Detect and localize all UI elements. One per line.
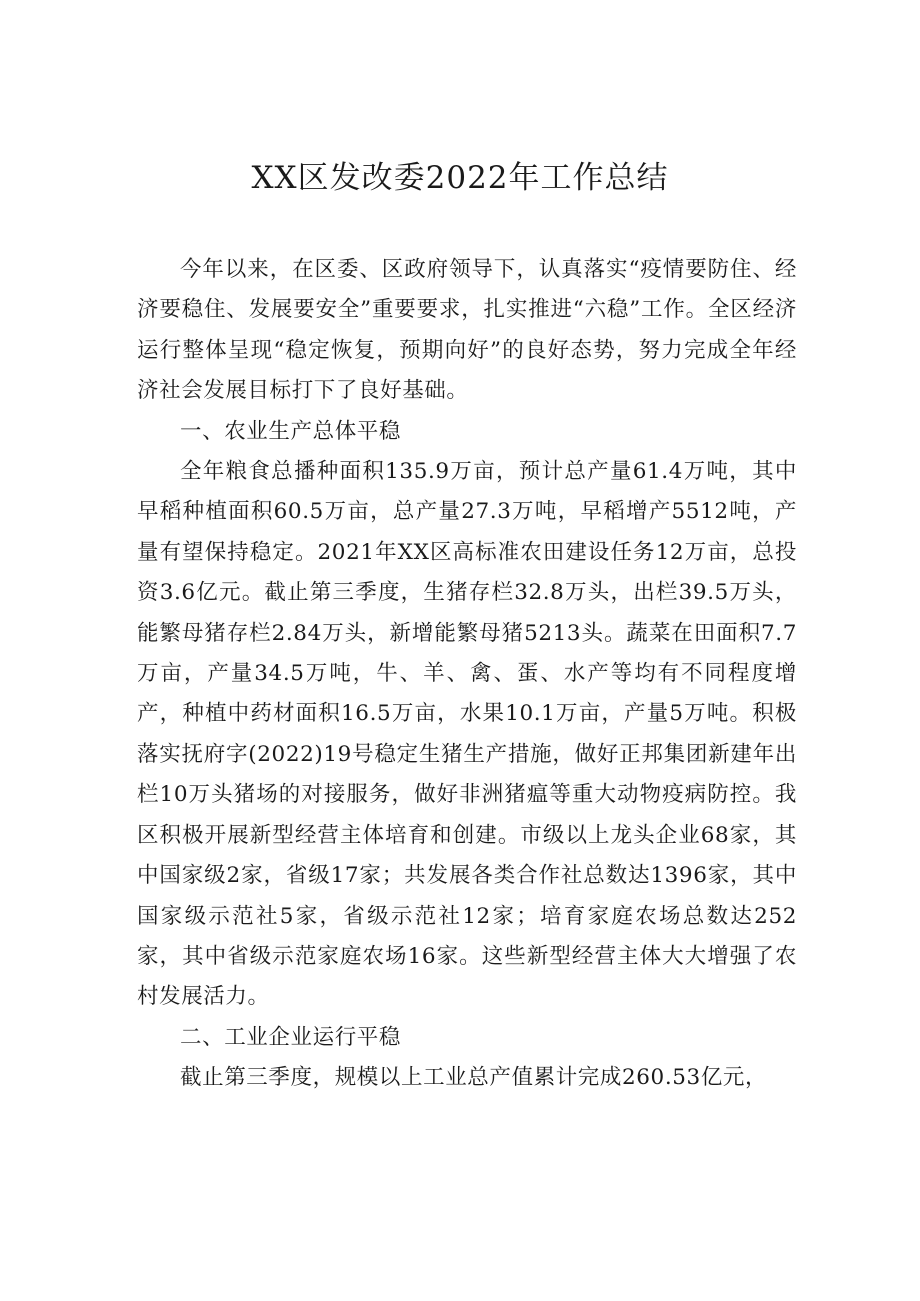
agriculture-paragraph: 全年粮食总播种面积135.9万亩，预计总产量61.4万吨，其中早稻种植面积60.5万亩，总产量27.3万吨，早稻增产5512吨，产量有望保持稳定。2021年XX区高标准农田建设任务12万亩，总投资3.6亿元。截止第三季度，生猪存栏32.8万头，出栏39.5万头，能繁母猪存栏2.84万头，新增能繁母猪5213头。蔬菜在田面积7.7万亩，产量34.5万吨，牛、羊、禽、蛋、水产等均有不同程度增产，种植中药材面积16.5万亩，水果10.1万亩，产量5万吨。积极落实抚府字(2022)19号稳定生猪生产措施，做好正邦集团新建年出栏10万头猪场的对接服务，做好非洲猪瘟等重大动物疫病防控。我区积极开展新型经营主体培育和创建。市级以上龙头企业68家，其中国家级2家，省级17家；共发展各类合作社总数达1396家，其中国家级示范社5家，省级示范社12家；培育家庭农场总数达252家，其中省级示范家庭农场16家。这些新型经营主体大大增强了农村发展活力。 bbox=[137, 459, 797, 1010]
document-body bbox=[137, 250, 797, 1099]
industry-paragraph: 截止第三季度，规模以上工业总产值累计完成260.53亿元， bbox=[180, 1065, 768, 1091]
section-heading-agriculture: 一、农业生产总体平稳 bbox=[180, 418, 402, 444]
intro-paragraph: 今年以来，在区委、区政府领导下，认真落实“疫情要防住、经济要稳住、发展要安全”重要要求，扎实推进“六稳”工作。全区经济运行整体呈现“稳定恢复，预期向好”的良好态势，努力完成全年经济社会发展目标打下了良好基础。 bbox=[137, 257, 797, 404]
section-heading-industry: 二、工业企业运行平稳 bbox=[180, 1024, 402, 1050]
document-title: XX区发改委2022年工作总结 bbox=[251, 160, 669, 196]
